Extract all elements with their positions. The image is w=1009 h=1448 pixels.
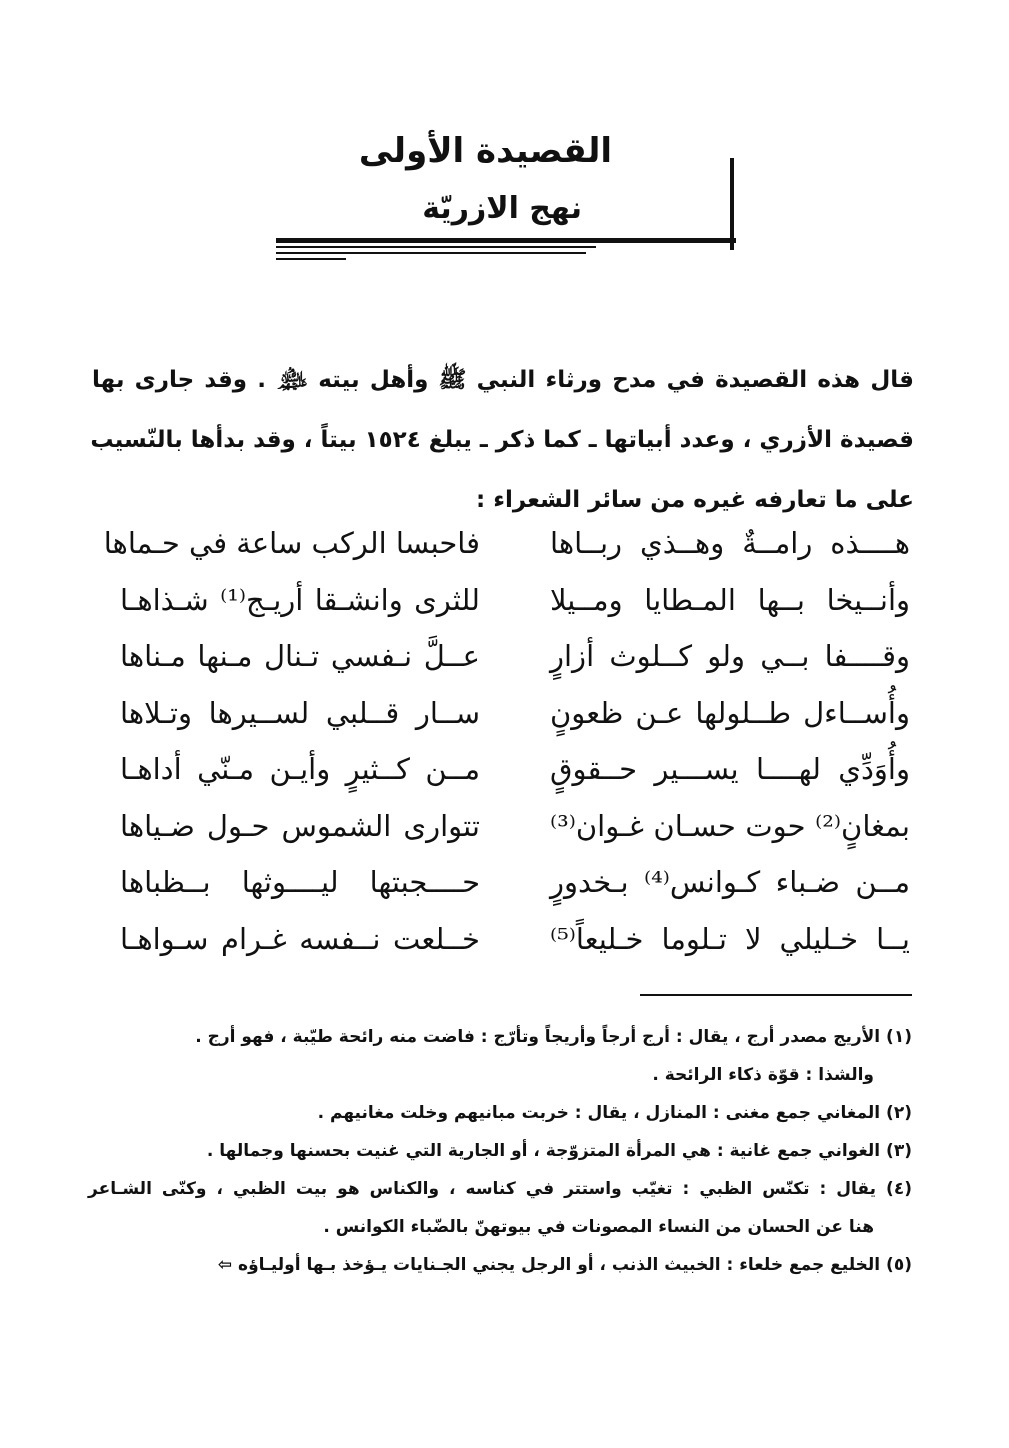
first-hemistich: هــــذه رامــةٌ وهــذي ربــاها: [550, 526, 910, 560]
first-hemistich: مــن ضـباء كـوانس⁽⁴⁾ بـخدورٍ: [550, 865, 910, 899]
second-hemistich: للثرى وانشـقا أريـج⁽¹⁾ شـذاهـا: [120, 582, 480, 617]
second-hemistich: مــن كــثيرٍ وأيـن مـنّي أداهـا: [120, 752, 480, 786]
intro-line: على ما تعارفه غيره من سائر الشعراء :: [476, 487, 914, 513]
footnote-2: (٢) المغاني جمع مغنى : المنازل ، يقال : خربت مبانيهم وخلت مغانيهم .: [317, 1103, 912, 1123]
heading-rule-thick: [276, 238, 736, 243]
footnote-5: (٥) الخليع جمع خلعاء : الخبيث الذنب ، أو الرجل يجني الجـنايات يـؤخذ بـها أوليـاؤه ⇦: [217, 1255, 912, 1275]
footnote-3: (٣) الغواني جمع غانية : هي المرأة المتزوّجة ، أو الجارية التي غنيت بحسنها وجمالها .: [206, 1141, 912, 1161]
footnote-4: (٤) يقال : تكنّس الظبي : تغيّب واستتر في كناسه ، والكناس هو بيت الظبي ، وكنّى الشـاعر: [88, 1179, 912, 1199]
second-hemistich: حــــجبتها ليــــوثها بــظباها: [120, 865, 480, 899]
second-hemistich: ســار قــلبي لســيرها وتـلاها: [120, 695, 480, 730]
intro-line: قال هذه القصيدة في مدح ورثاء النبي ﷺ وأهل بيته ﵈ . وقد جارى بها: [92, 367, 914, 393]
first-hemistich: وقــــفا بــي ولو كــلوث أزارٍ: [550, 639, 910, 673]
chapter-heading: [270, 128, 740, 268]
footnote-1: (١) الأريج مصدر أرج ، يقال : أرج أرجاً وأريجاً وتأرّج : فاضت منه رائحة طيّبة ، فهو أرج .: [195, 1027, 912, 1047]
poem-title: القصيدة الأولى: [358, 131, 612, 171]
poem-verse: [120, 854, 910, 911]
poem-verse: [120, 798, 910, 855]
second-hemistich: تتوارى الشموس حـول ضـياها: [120, 808, 480, 843]
heading-rule-short: [276, 258, 346, 260]
poem-verse: [120, 741, 910, 798]
poem-verse: [120, 572, 910, 629]
poem-subtitle: نهج الازريّة: [422, 191, 582, 226]
first-hemistich: يــا خـليلي لا تـلوما خـليعاً⁽⁵⁾: [550, 921, 910, 956]
second-hemistich: عــلَّ نـفسي تـنال مـنها مـناها: [120, 639, 480, 673]
second-hemistich: فاحبسا الركب ساعة في حـماها: [103, 526, 480, 560]
footnote-4-continuation: هنا عن الحسان من النساء المصونات في بيوتهنّ بالضّباء الكوانس .: [323, 1217, 874, 1237]
heading-vertical-rule: [730, 158, 734, 250]
footnotes: [88, 1018, 912, 1284]
intro-paragraph: [92, 350, 914, 530]
poem-verse: [120, 685, 910, 742]
heading-rule-thin: [276, 252, 586, 254]
first-hemistich: وأُســاءل طــلولها عـن ظعونٍ: [550, 695, 910, 730]
first-hemistich: وأُوَدِّي لهــــا يســـير حــقوقٍ: [550, 752, 910, 786]
second-hemistich: خــلعت نــفسه غـرام سـواهـا: [120, 921, 480, 956]
first-hemistich: وأنــيخا بــها المـطايا ومــيلا: [550, 582, 910, 617]
intro-line: قصيدة الأزري ، وعدد أبياتها ـ كما ذكر ـ يبلغ ١٥٢٤ بيتاً ، وقد بدأها بالنّسيب: [90, 427, 914, 453]
footnote-1-continuation: والشذا : قوّة ذكاء الرائحة .: [652, 1065, 874, 1085]
first-hemistich: بمغانٍ⁽²⁾ حوت حسـان غـوان⁽³⁾: [550, 808, 910, 843]
poem-verse: [120, 628, 910, 685]
poem-verse: [103, 515, 910, 572]
poem: [103, 515, 910, 967]
footnote-separator: [640, 994, 912, 996]
heading-rule-thin: [276, 246, 596, 248]
poem-verse: [120, 911, 910, 968]
